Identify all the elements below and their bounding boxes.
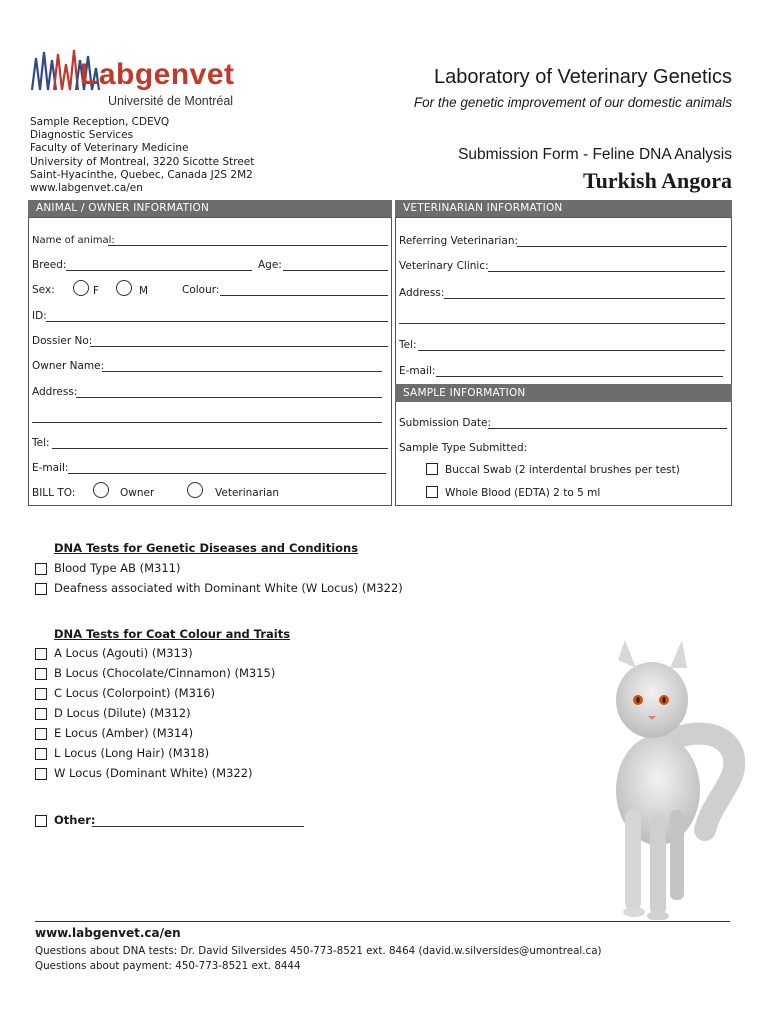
reception-address <box>30 116 290 195</box>
address-line: Diagnostic Services <box>30 129 134 142</box>
colour-label: Colour: <box>182 284 220 296</box>
coat-tests-heading: DNA Tests for Coat Colour and Traits <box>54 627 291 641</box>
other-checkbox[interactable] <box>35 815 47 827</box>
address-line: Saint-Hyacinthe, Quebec, Canada J2S 2M2 <box>30 168 253 181</box>
id-field[interactable] <box>46 321 388 322</box>
lab-subtitle: For the genetic improvement of our domestic animals <box>413 95 732 110</box>
age-field[interactable] <box>283 270 388 271</box>
bill-owner-label: Owner <box>120 487 155 499</box>
bill-vet-label: Veterinarian <box>215 487 280 499</box>
disease-tests-heading: DNA Tests for Genetic Diseases and Conditions <box>54 541 359 555</box>
breed-label: Breed: <box>32 259 67 271</box>
owner-tel-field[interactable] <box>52 448 388 449</box>
whole-blood-label: Whole Blood (EDTA) 2 to 5 ml <box>445 487 601 499</box>
submission-date-field[interactable] <box>488 428 727 429</box>
address-line-website[interactable]: www.labgenvet.ca/en <box>30 182 143 195</box>
test-item: B Locus (Chocolate/Cinnamon) (M315) <box>54 666 276 680</box>
dossier-label: Dossier No: <box>32 335 93 347</box>
lab-title: Laboratory of Veterinary Genetics <box>434 66 732 88</box>
age-label: Age: <box>258 259 282 271</box>
owner-tel-label: Tel: <box>32 437 50 449</box>
logo-wordmark: Labgenvet <box>80 58 235 91</box>
test-item: A Locus (Agouti) (M313) <box>54 646 193 660</box>
footer-website[interactable]: www.labgenvet.ca/en <box>35 926 181 940</box>
other-field[interactable] <box>92 826 304 827</box>
address-line: Faculty of Veterinary Medicine <box>30 142 189 155</box>
test-item: L Locus (Long Hair) (M318) <box>54 746 210 760</box>
colour-field[interactable] <box>220 295 388 296</box>
test-checkbox[interactable] <box>35 708 47 720</box>
vet-tel-label: Tel: <box>399 339 417 351</box>
test-checkbox[interactable] <box>35 648 47 660</box>
test-checkbox[interactable] <box>35 688 47 700</box>
bill-vet-radio[interactable] <box>187 482 203 498</box>
animal-owner-header: ANIMAL / OWNER INFORMATION <box>28 200 392 217</box>
test-checkbox[interactable] <box>35 583 47 595</box>
address-line: Sample Reception, CDEVQ <box>30 116 170 128</box>
vet-address-field[interactable] <box>444 298 725 299</box>
logo-subtitle: Université de Montréal <box>108 94 234 108</box>
sample-header: SAMPLE INFORMATION <box>395 384 732 402</box>
veterinarian-header: VETERINARIAN INFORMATION <box>395 200 732 217</box>
labgenvet-logo <box>30 48 250 110</box>
owner-name-field[interactable] <box>102 371 382 372</box>
vet-clinic-label: Veterinary Clinic: <box>399 260 489 272</box>
sample-type-label: Sample Type Submitted: <box>399 442 528 454</box>
owner-name-label: Owner Name: <box>32 360 105 372</box>
other-label: Other: <box>54 813 96 827</box>
test-item: E Locus (Amber) (M314) <box>54 726 194 740</box>
address-line: University of Montreal, 3220 Sicotte Street <box>30 155 255 168</box>
owner-email-field[interactable] <box>68 473 386 474</box>
sex-f-label: F <box>93 285 100 297</box>
owner-address-label: Address: <box>32 386 78 398</box>
footer-payment-questions: Questions about payment: 450-773-8521 ext. 8444 <box>35 960 301 972</box>
breed-field[interactable] <box>66 270 252 271</box>
footer-dna-questions: Questions about DNA tests: Dr. David Silversides 450-773-8521 ext. 8464 (david.w.silversides@umontreal.ca) <box>35 945 602 957</box>
referring-vet-label: Referring Veterinarian: <box>399 235 519 247</box>
id-label: ID: <box>32 310 47 322</box>
vet-address-label: Address: <box>399 287 445 299</box>
submission-date-label: Submission Date: <box>399 417 492 429</box>
test-item: C Locus (Colorpoint) (M316) <box>54 686 216 700</box>
owner-address-field[interactable] <box>76 397 382 398</box>
dossier-field[interactable] <box>90 346 388 347</box>
test-item: W Locus (Dominant White) (M322) <box>54 766 253 780</box>
test-checkbox[interactable] <box>35 768 47 780</box>
vet-clinic-field[interactable] <box>488 271 725 272</box>
animal-name-label: Name of animal: <box>32 235 115 246</box>
test-item: Blood Type AB (M311) <box>54 561 181 575</box>
animal-name-field[interactable] <box>108 245 388 246</box>
form-title: Submission Form - Feline DNA Analysis <box>458 146 732 163</box>
test-checkbox[interactable] <box>35 728 47 740</box>
vet-address-field-2[interactable] <box>399 323 725 324</box>
test-item: Deafness associated with Dominant White (W Locus) (M322) <box>54 581 403 595</box>
sex-f-radio[interactable] <box>73 280 89 296</box>
bill-to-label: BILL TO: <box>32 487 76 499</box>
bill-owner-radio[interactable] <box>93 482 109 498</box>
whole-blood-checkbox[interactable] <box>426 486 438 498</box>
buccal-swab-checkbox[interactable] <box>426 463 438 475</box>
breed-title: Turkish Angora <box>583 168 732 193</box>
test-checkbox[interactable] <box>35 563 47 575</box>
white-cat-photo <box>570 640 745 920</box>
vet-tel-field[interactable] <box>418 350 725 351</box>
owner-email-label: E-mail: <box>32 462 69 474</box>
test-checkbox[interactable] <box>35 668 47 680</box>
test-checkbox[interactable] <box>35 748 47 760</box>
sex-m-label: M <box>139 285 149 297</box>
footer-rule <box>35 921 730 922</box>
buccal-swab-label: Buccal Swab (2 interdental brushes per test) <box>445 464 680 476</box>
referring-vet-field[interactable] <box>517 246 727 247</box>
vet-email-label: E-mail: <box>399 365 436 377</box>
owner-address-field-2[interactable] <box>32 422 382 423</box>
sex-m-radio[interactable] <box>116 280 132 296</box>
vet-email-field[interactable] <box>436 376 723 377</box>
sex-label: Sex: <box>32 284 55 296</box>
test-item: D Locus (Dilute) (M312) <box>54 706 191 720</box>
